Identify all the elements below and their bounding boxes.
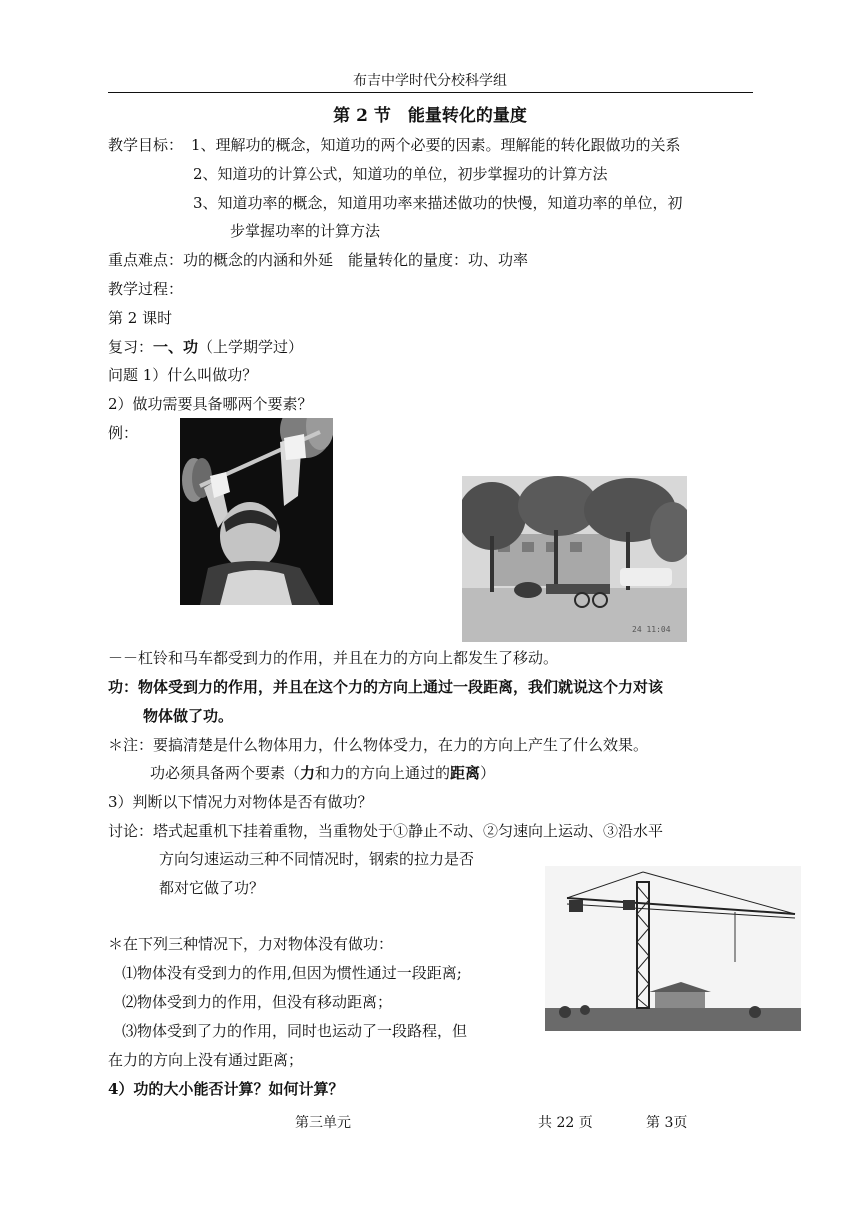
objectives-label: 教学目标： (108, 136, 184, 154)
note-force: 力 (300, 764, 316, 782)
discussion-line2: 方向匀速运动三种不同情况时，钢索的拉力是否 (159, 850, 475, 868)
review-prefix: 复习： (108, 338, 154, 356)
footer-page-number: 第 3页 (646, 1115, 688, 1131)
review-line (108, 340, 303, 355)
objective-3-cont: 步掌握功率的计算方法 (230, 222, 381, 240)
key-points: 重点难点：功的概念的内涵和外延 能量转化的量度：功、功率 (108, 251, 529, 269)
work-definition-line2: 物体做了功。 (143, 707, 234, 725)
objective-2: 2、知道功的计算公式，知道功的单位，初步掌握功的计算方法 (193, 165, 608, 183)
footer-total-pages: 共 22 页 (538, 1115, 593, 1131)
no-work-case-3-cont: 在力的方向上没有通过距离； (108, 1051, 304, 1069)
footer-unit: 第三单元 (295, 1115, 351, 1131)
weightlifter-photo (180, 418, 333, 605)
objective-3: 3、知道功率的概念，知道用功率来描述做功的快慢，知道功率的单位，初 (193, 194, 683, 212)
photo-date-stamp: 24 11:04 (632, 625, 671, 634)
lesson-number: 第 2 课时 (108, 309, 173, 327)
example-label: 例： (108, 424, 139, 442)
discussion-line3: 都对它做了功？ (159, 879, 265, 897)
note-distance: 距离 (450, 764, 481, 782)
note-text-e: ） (480, 764, 496, 782)
teaching-process: 教学过程： (108, 280, 184, 298)
question-4: 4）功的大小能否计算？如何计算？ (108, 1080, 344, 1098)
example-conclusion: －－杠铃和马车都受到力的作用，并且在力的方向上都发生了移动。 (108, 649, 559, 667)
horse-cart-photo (462, 476, 687, 642)
note-line2 (150, 766, 495, 781)
objective-1: 1、理解功的概念，知道功的两个必要的因素。理解能的转化跟做功的关系 (191, 136, 681, 154)
question-3: 3）判断以下情况力对物体是否有做功？ (108, 793, 373, 811)
note-text-a: 功必须具备两个要素（ (150, 764, 301, 782)
note-line1: ＊注：要搞清楚是什么物体用力，什么物体受力，在力的方向上产生了什么效果。 (108, 736, 649, 754)
no-work-intro: ＊在下列三种情况下，力对物体没有做功： (108, 935, 394, 953)
no-work-case-1: ⑴物体没有受到力的作用,但因为惯性通过一段距离; (122, 964, 462, 982)
question-2: 2）做功需要具备哪两个要素？ (108, 395, 313, 413)
work-definition-line1: 功：物体受到力的作用，并且在这个力的方向上通过一段距离，我们就说这个力对该 (108, 678, 664, 696)
page-header: 布吉中学时代分校科学组 (353, 73, 507, 89)
header-rule (108, 92, 753, 93)
review-suffix: （上学期学过） (198, 338, 304, 356)
note-text-c: 和力的方向上通过的 (315, 764, 451, 782)
no-work-case-3: ⑶物体受到了力的作用，同时也运动了一段路程，但 (122, 1022, 468, 1040)
discussion-line1: 讨论：塔式起重机下挂着重物，当重物处于①静止不动、②匀速向上运动、③沿水平 (108, 822, 664, 840)
section-title: 第 2 节 能量转化的量度 (333, 106, 527, 126)
question-1: 问题 1）什么叫做功？ (108, 366, 258, 384)
no-work-case-2: ⑵物体受到力的作用，但没有移动距离； (122, 993, 393, 1011)
review-topic: 一、功 (153, 338, 199, 356)
tower-crane-photo (545, 866, 801, 1031)
